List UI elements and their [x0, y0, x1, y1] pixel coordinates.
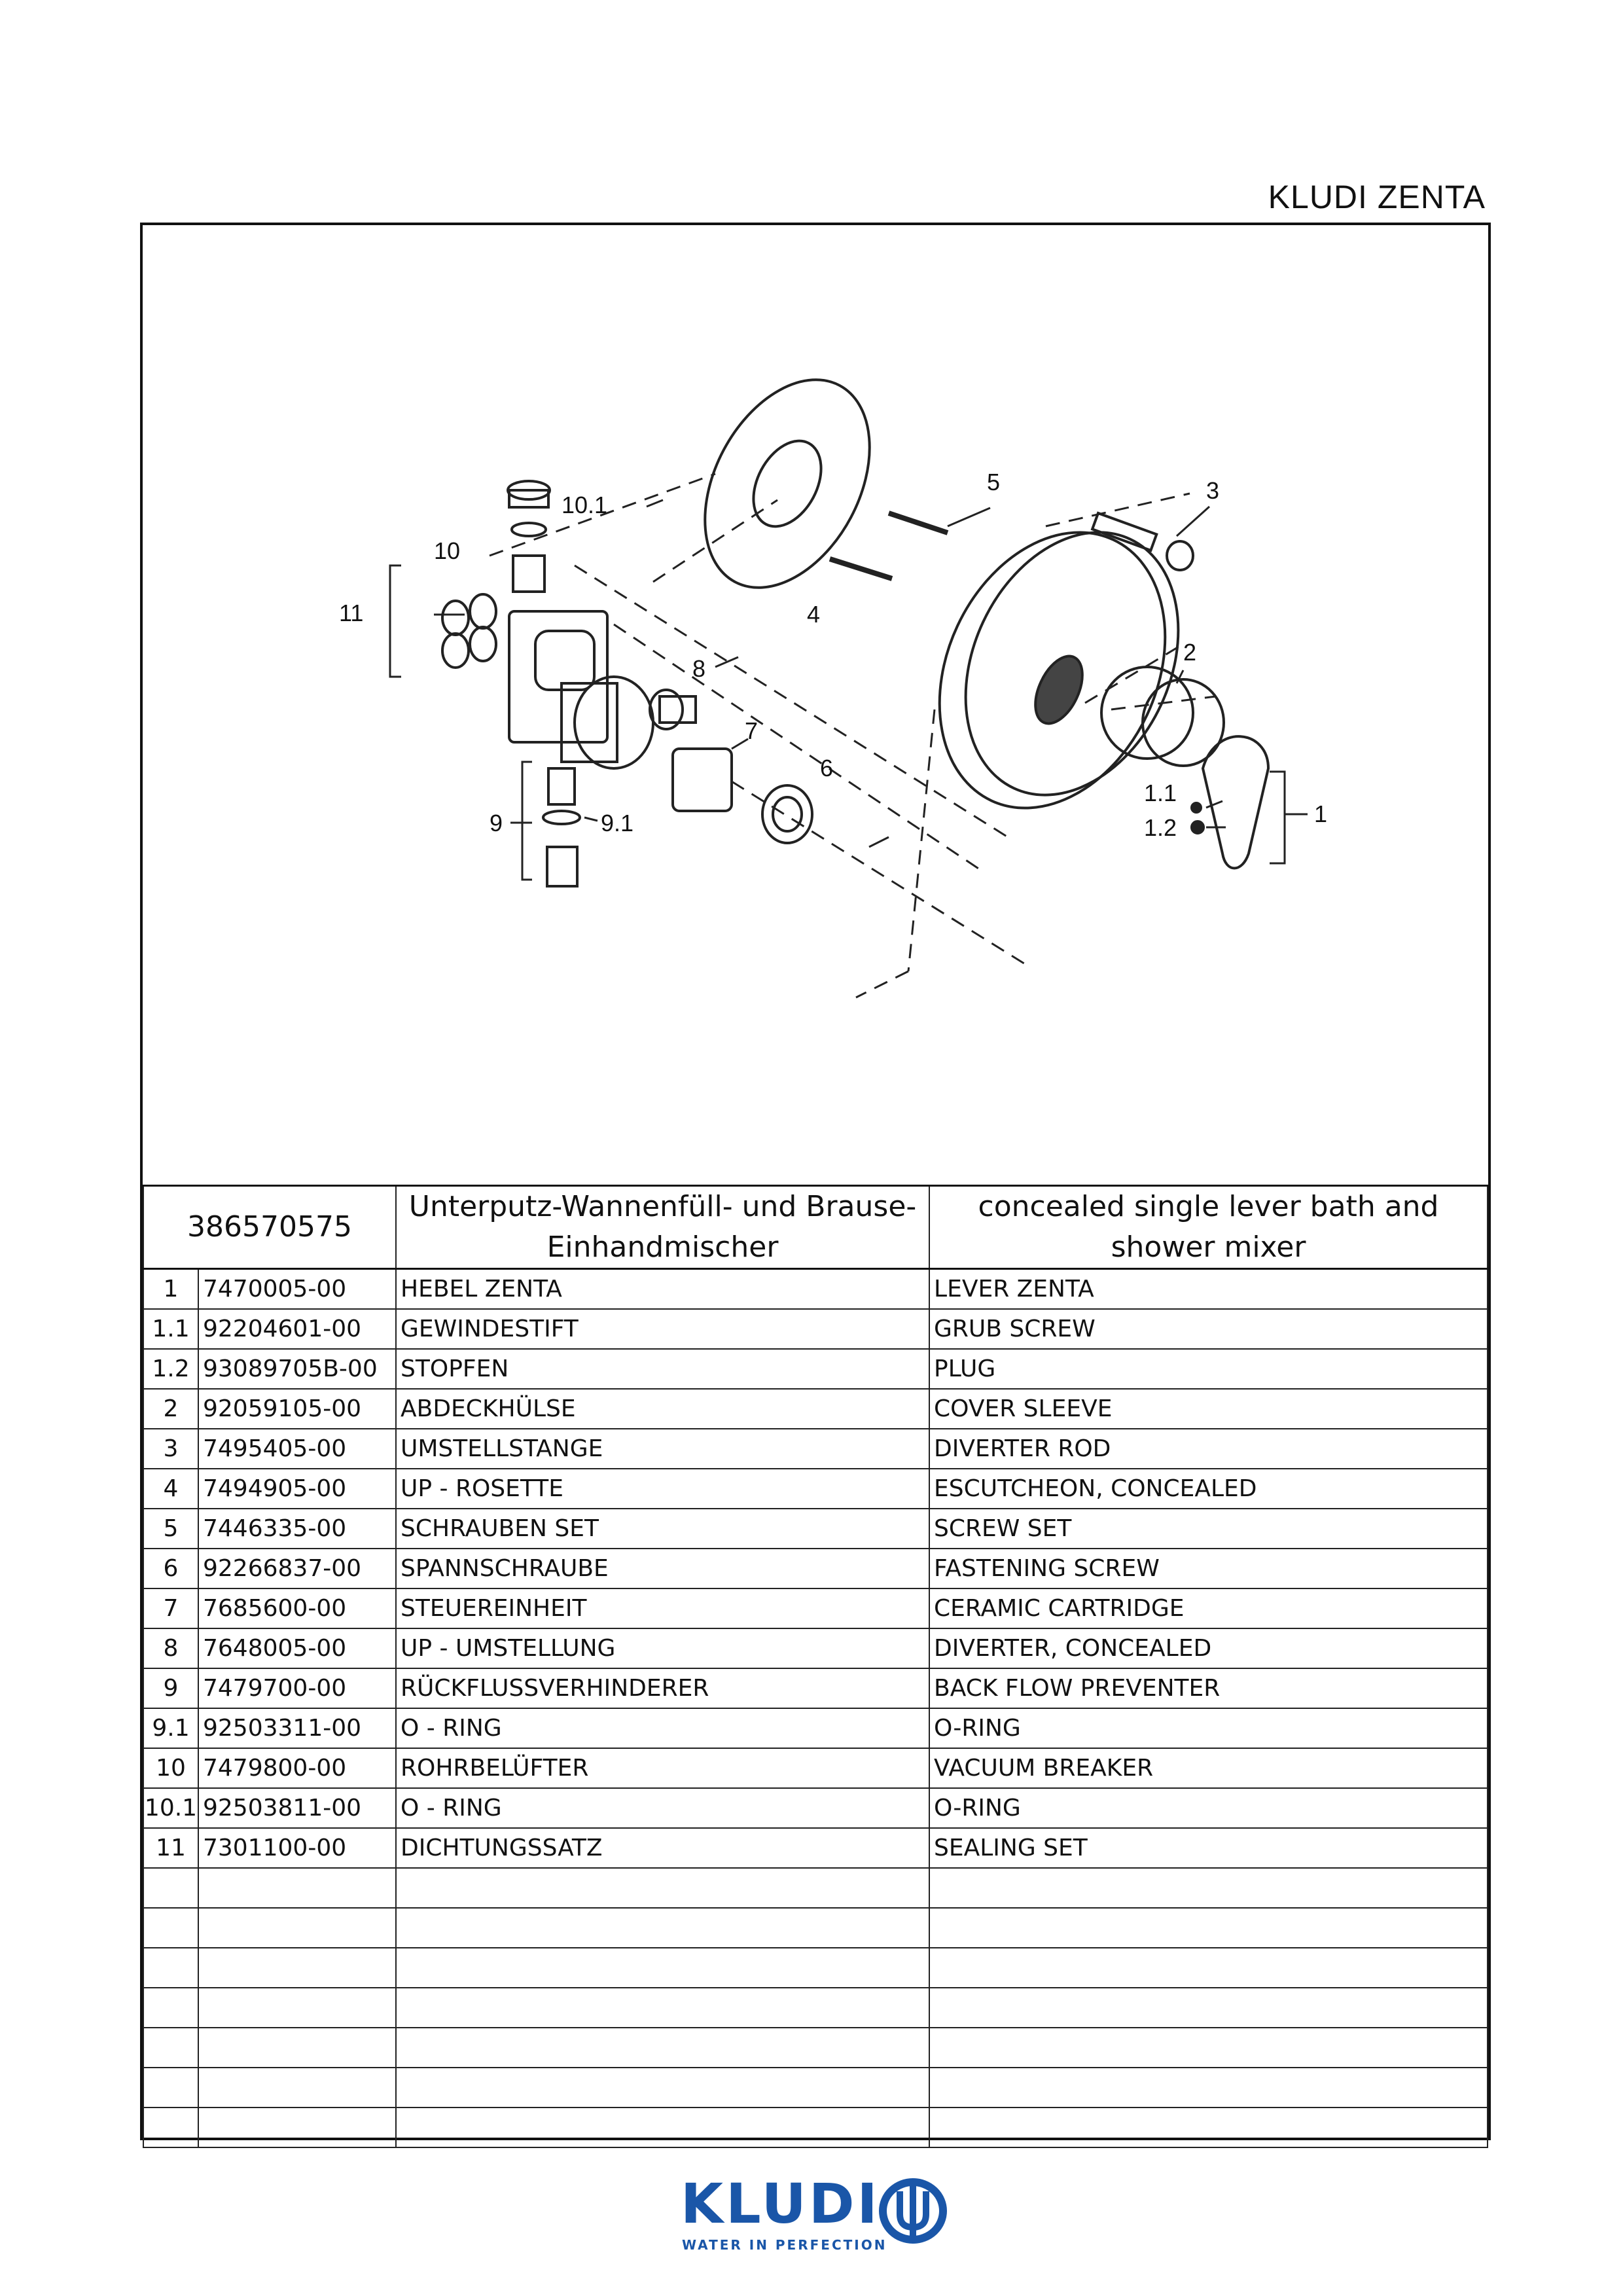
part-position: 11 — [143, 1828, 198, 1868]
part-article-number: 92059105-00 — [198, 1389, 396, 1429]
part-article-number: 92503811-00 — [198, 1788, 396, 1828]
part-name-en — [929, 1908, 1488, 1948]
parts-row — [143, 1908, 1488, 1948]
part-name-en: DIVERTER, CONCEALED — [929, 1628, 1488, 1668]
callout-1-1: 1.1 — [1144, 780, 1177, 806]
parts-row — [143, 1269, 1488, 1310]
parts-row — [143, 1588, 1488, 1628]
part-position — [143, 2028, 198, 2068]
part-name-de: STOPFEN — [396, 1349, 929, 1389]
part-article-number — [198, 2068, 396, 2108]
part-article-number — [198, 1908, 396, 1948]
part-position — [143, 2108, 198, 2147]
parts-row — [143, 1509, 1488, 1549]
part-name-de: ROHRBELÜFTER — [396, 1748, 929, 1788]
parts-row — [143, 1469, 1488, 1509]
parts-row — [143, 1549, 1488, 1588]
part-article-number: 7479800-00 — [198, 1748, 396, 1788]
logo-wordmark: KLUDI — [681, 2172, 880, 2236]
part-name-de: GEWINDESTIFT — [396, 1309, 929, 1349]
part-position: 8 — [143, 1628, 198, 1668]
part-name-en: FASTENING SCREW — [929, 1549, 1488, 1588]
part-article-number: 93089705B-00 — [198, 1349, 396, 1389]
callout-4: 4 — [807, 601, 821, 628]
part-name-en — [929, 2068, 1488, 2108]
exploded-view-svg — [143, 225, 1488, 1185]
parts-row — [143, 1349, 1488, 1389]
callout-7: 7 — [745, 717, 758, 744]
part-name-de: O - RING — [396, 1788, 929, 1828]
part-name-de: ABDECKHÜLSE — [396, 1389, 929, 1429]
part-name-en: ESCUTCHEON, CONCEALED — [929, 1469, 1488, 1509]
part-name-en: LEVER ZENTA — [929, 1269, 1488, 1310]
parts-row — [143, 1828, 1488, 1868]
part-position — [143, 2068, 198, 2108]
part-name-de — [396, 1988, 929, 2028]
parts-table — [143, 1185, 1488, 2148]
part-position: 2 — [143, 1389, 198, 1429]
part-name-en: BACK FLOW PREVENTER — [929, 1668, 1488, 1708]
part-name-de: SCHRAUBEN SET — [396, 1509, 929, 1549]
part-name-de: SPANNSCHRAUBE — [396, 1549, 929, 1588]
part-position: 10.1 — [143, 1788, 198, 1828]
part-position — [143, 1948, 198, 1988]
part-name-en: COVER SLEEVE — [929, 1389, 1488, 1429]
part-article-number: 7446335-00 — [198, 1509, 396, 1549]
part-article-number: 7470005-00 — [198, 1269, 396, 1310]
product-number: 386570575 — [143, 1186, 396, 1269]
part-position: 4 — [143, 1469, 198, 1509]
part-article-number: 92204601-00 — [198, 1309, 396, 1349]
callout-10-1: 10.1 — [562, 492, 608, 518]
parts-row — [143, 1868, 1488, 1908]
part-name-de: HEBEL ZENTA — [396, 1269, 929, 1310]
callout-3: 3 — [1206, 477, 1220, 504]
part-name-en: PLUG — [929, 1349, 1488, 1389]
part-name-en — [929, 2108, 1488, 2147]
callout-1: 1 — [1314, 800, 1328, 827]
part-article-number: 7685600-00 — [198, 1588, 396, 1628]
part-name-de: STEUEREINHEIT — [396, 1588, 929, 1628]
part-position: 1 — [143, 1269, 198, 1310]
part-position — [143, 1868, 198, 1908]
parts-row — [143, 1708, 1488, 1748]
part-article-number: 7648005-00 — [198, 1628, 396, 1668]
callout-2: 2 — [1183, 639, 1197, 666]
part-position — [143, 1988, 198, 2028]
callout-9: 9 — [490, 810, 503, 836]
parts-row — [143, 1429, 1488, 1469]
part-position: 6 — [143, 1549, 198, 1588]
part-name-de — [396, 1908, 929, 1948]
part-article-number: 7479700-00 — [198, 1668, 396, 1708]
callout-5: 5 — [987, 469, 1001, 495]
product-name-en: concealed single lever bath and shower mixer — [929, 1186, 1488, 1269]
part-name-de: UMSTELLSTANGE — [396, 1429, 929, 1469]
part-name-en: CERAMIC CARTRIDGE — [929, 1588, 1488, 1628]
callout-11: 11 — [339, 600, 364, 626]
parts-row — [143, 1628, 1488, 1668]
parts-sheet — [140, 223, 1491, 2140]
callout-8: 8 — [692, 655, 706, 682]
part-name-en — [929, 1868, 1488, 1908]
part-name-en: SCREW SET — [929, 1509, 1488, 1549]
parts-row — [143, 2068, 1488, 2108]
part-article-number: 7495405-00 — [198, 1429, 396, 1469]
part-name-de: RÜCKFLUSSVERHINDERER — [396, 1668, 929, 1708]
part-position: 1.2 — [143, 1349, 198, 1389]
part-name-en — [929, 1988, 1488, 2028]
part-name-en: SEALING SET — [929, 1828, 1488, 1868]
part-position: 3 — [143, 1429, 198, 1469]
part-name-de: UP - UMSTELLUNG — [396, 1628, 929, 1668]
part-name-en: GRUB SCREW — [929, 1309, 1488, 1349]
part-article-number — [198, 2028, 396, 2068]
part-name-en — [929, 1948, 1488, 1988]
part-position: 5 — [143, 1509, 198, 1549]
page-title: KLUDI ZENTA — [1268, 179, 1486, 215]
part-article-number — [198, 2108, 396, 2147]
part-article-number — [198, 1868, 396, 1908]
part-name-de — [396, 1868, 929, 1908]
part-name-de — [396, 1948, 929, 1988]
parts-row — [143, 1309, 1488, 1349]
part-name-de — [396, 2028, 929, 2068]
logo-tagline: WATER IN PERFECTION — [682, 2237, 887, 2253]
part-name-en: O-RING — [929, 1708, 1488, 1748]
part-name-en: VACUUM BREAKER — [929, 1748, 1488, 1788]
part-name-de — [396, 2068, 929, 2108]
callout-10: 10 — [434, 537, 461, 564]
callout-6: 6 — [820, 755, 834, 781]
part-article-number: 92503311-00 — [198, 1708, 396, 1748]
kludi-logo — [681, 2172, 955, 2270]
parts-row — [143, 2028, 1488, 2068]
part-position: 9 — [143, 1668, 198, 1708]
part-name-de: DICHTUNGSSATZ — [396, 1828, 929, 1868]
part-position: 7 — [143, 1588, 198, 1628]
exploded-view-drawing — [143, 225, 1488, 1185]
part-name-de: UP - ROSETTE — [396, 1469, 929, 1509]
part-name-en — [929, 2028, 1488, 2068]
part-position: 10 — [143, 1748, 198, 1788]
callout-9-1: 9.1 — [601, 810, 634, 836]
part-article-number — [198, 1988, 396, 2028]
parts-row — [143, 1788, 1488, 1828]
part-name-de — [396, 2108, 929, 2147]
callout-1-2: 1.2 — [1144, 814, 1177, 841]
part-name-en: DIVERTER ROD — [929, 1429, 1488, 1469]
parts-row — [143, 1389, 1488, 1429]
part-article-number: 7494905-00 — [198, 1469, 396, 1509]
part-article-number — [198, 1948, 396, 1988]
parts-row — [143, 1988, 1488, 2028]
part-position: 9.1 — [143, 1708, 198, 1748]
parts-row — [143, 1748, 1488, 1788]
product-name-de: Unterputz-Wannenfüll- und Brause-Einhandmischer — [396, 1186, 929, 1269]
part-position: 1.1 — [143, 1309, 198, 1349]
part-article-number: 7301100-00 — [198, 1828, 396, 1868]
parts-row — [143, 1948, 1488, 1988]
part-position — [143, 1908, 198, 1948]
parts-row — [143, 2108, 1488, 2147]
parts-row — [143, 1668, 1488, 1708]
part-name-de: O - RING — [396, 1708, 929, 1748]
table-header-row — [143, 1186, 1488, 1269]
water-drop-logo-icon — [877, 2178, 955, 2244]
part-name-en: O-RING — [929, 1788, 1488, 1828]
part-article-number: 92266837-00 — [198, 1549, 396, 1588]
